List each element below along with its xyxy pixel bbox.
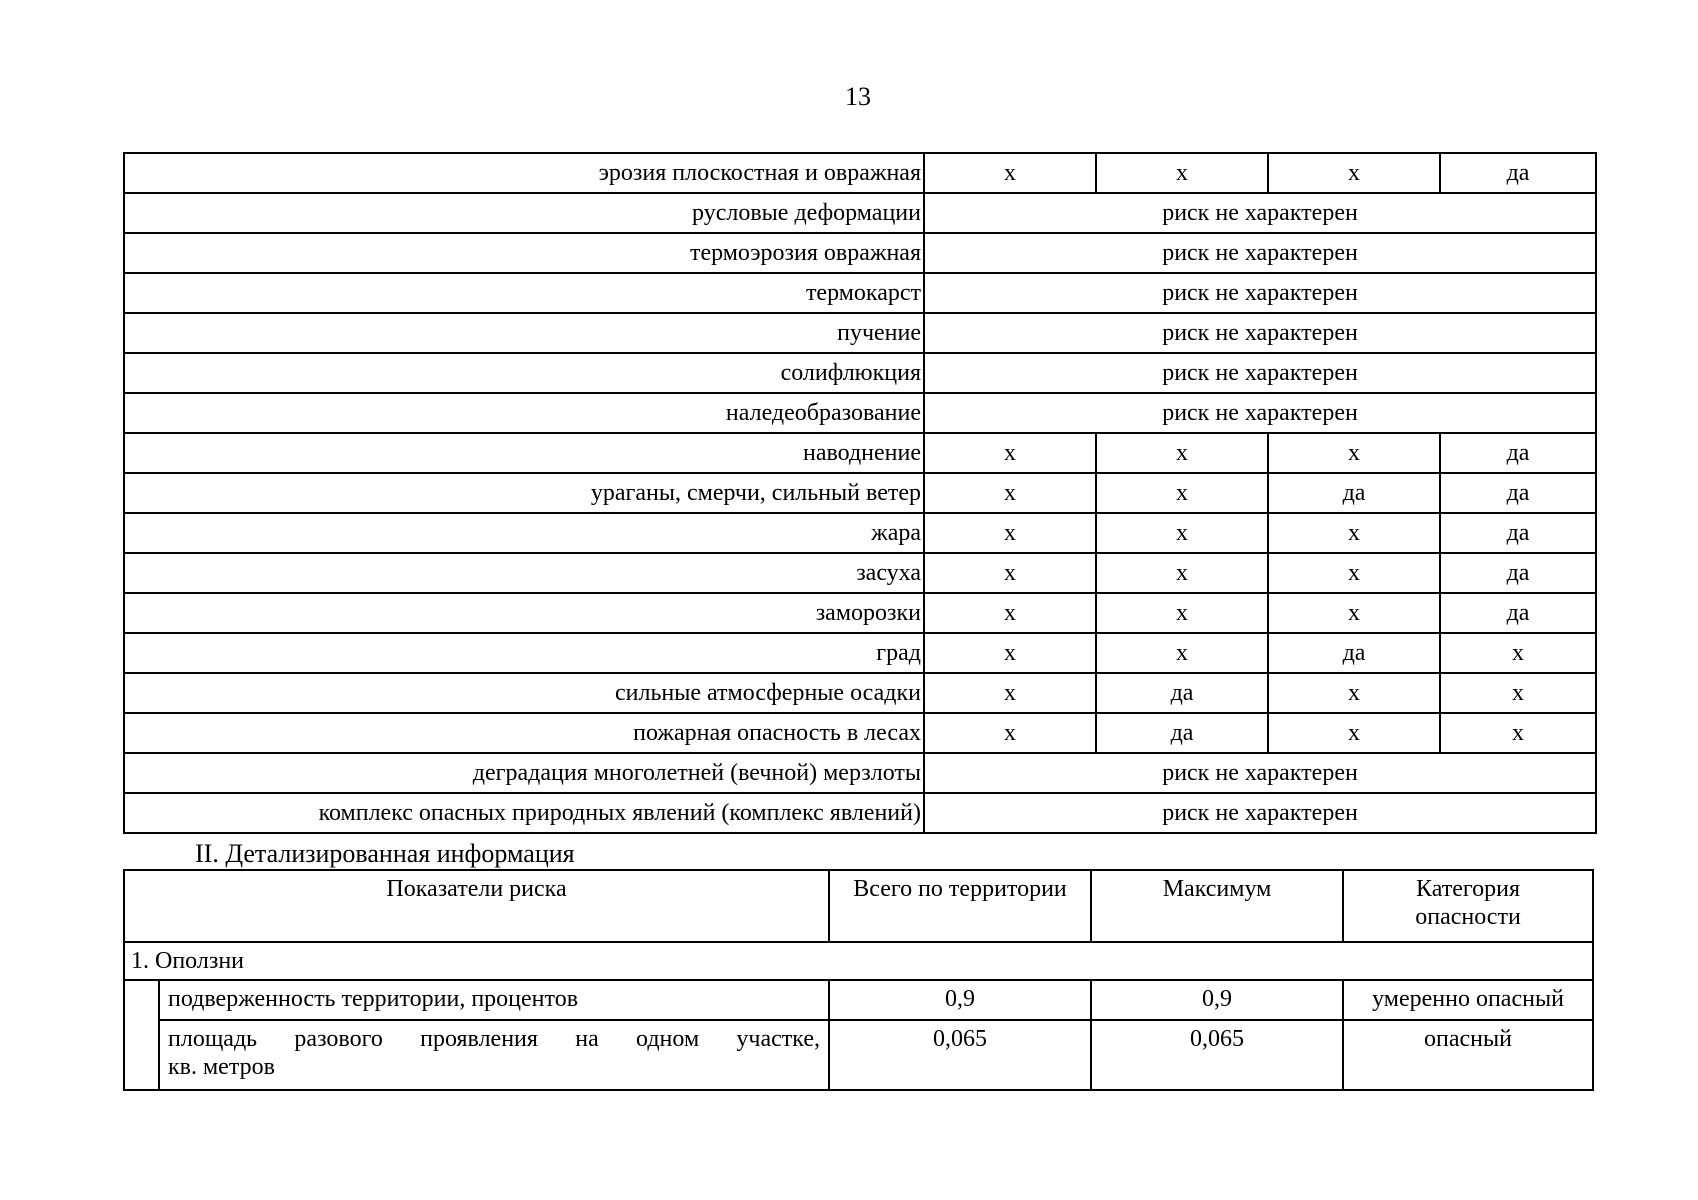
- header-total: Всего по территории: [829, 870, 1091, 942]
- table-row: [124, 433, 1596, 473]
- header-category-line1: Категория: [1416, 876, 1521, 902]
- risk-value-cell: х: [1096, 513, 1268, 553]
- risk-value-cell: х: [924, 513, 1096, 553]
- risk-status-cell: риск не характерен: [924, 793, 1596, 833]
- risk-value-cell: х: [1268, 593, 1440, 633]
- risk-value-cell: х: [1096, 633, 1268, 673]
- risk-value-cell: да: [1096, 713, 1268, 753]
- risk-value-cell: х: [1268, 553, 1440, 593]
- risk-value-cell: да: [1440, 473, 1596, 513]
- risk-name-cell: комплекс опасных природных явлений (комплекс явлений): [124, 793, 924, 833]
- risk-value-cell: да: [1268, 473, 1440, 513]
- risk-name-cell: засуха: [124, 553, 924, 593]
- category-cell: умеренно опасный: [1343, 980, 1593, 1020]
- indicator-line1: площадь разового проявления на одном участке,: [168, 1026, 821, 1052]
- table-row: [124, 553, 1596, 593]
- risk-name-cell: солифлюкция: [124, 353, 924, 393]
- table-row: [124, 233, 1596, 273]
- page-number: 13: [845, 82, 871, 111]
- risk-value-cell: х: [924, 673, 1096, 713]
- indicator-cell: подверженность территории, процентов: [159, 980, 829, 1020]
- table-row: [124, 793, 1596, 833]
- risk-value-cell: да: [1440, 513, 1596, 553]
- table-row: [124, 713, 1596, 753]
- risk-value-cell: х: [1096, 433, 1268, 473]
- risk-value-cell: х: [1268, 513, 1440, 553]
- risk-value-cell: да: [1440, 593, 1596, 633]
- risk-status-cell: риск не характерен: [924, 353, 1596, 393]
- risk-status-cell: риск не характерен: [924, 393, 1596, 433]
- risk-value-cell: да: [1096, 673, 1268, 713]
- risk-status-cell: риск не характерен: [924, 753, 1596, 793]
- table-row: [124, 393, 1596, 433]
- risk-value-cell: х: [1268, 713, 1440, 753]
- risk-value-cell: х: [1096, 593, 1268, 633]
- category-cell: опасный: [1343, 1020, 1593, 1090]
- risk-value-cell: х: [924, 433, 1096, 473]
- risk-value-cell: х: [1268, 153, 1440, 193]
- table-row: [124, 193, 1596, 233]
- risk-name-cell: заморозки: [124, 593, 924, 633]
- risk-name-cell: град: [124, 633, 924, 673]
- table-row: [124, 353, 1596, 393]
- risk-name-cell: эрозия плоскостная и овражная: [124, 153, 924, 193]
- table-row: [124, 1020, 1593, 1090]
- risk-value-cell: х: [1440, 673, 1596, 713]
- risk-value-cell: х: [924, 633, 1096, 673]
- risk-value-cell: х: [1268, 433, 1440, 473]
- indicator-cell: [159, 1020, 829, 1090]
- risk-value-cell: х: [1096, 153, 1268, 193]
- total-cell: 0,9: [829, 980, 1091, 1020]
- risk-value-cell: х: [924, 713, 1096, 753]
- header-category-line2: опасности: [1415, 904, 1521, 930]
- header-maximum: Максимум: [1091, 870, 1343, 942]
- risk-name-cell: ураганы, смерчи, сильный ветер: [124, 473, 924, 513]
- risk-value-cell: х: [1440, 633, 1596, 673]
- header-category: [1343, 870, 1593, 942]
- group-title: 1. Оползни: [124, 942, 1593, 980]
- risk-name-cell: жара: [124, 513, 924, 553]
- risk-name-cell: термокарст: [124, 273, 924, 313]
- table-row: [124, 513, 1596, 553]
- risk-assessment-table: [123, 152, 1597, 834]
- risk-value-cell: х: [1268, 673, 1440, 713]
- table-row: [124, 593, 1596, 633]
- risk-name-cell: наледеобразование: [124, 393, 924, 433]
- detailed-info-table: [123, 869, 1594, 1091]
- table-header-row: [124, 870, 1593, 942]
- risk-value-cell: х: [1096, 553, 1268, 593]
- table-row: [124, 473, 1596, 513]
- section-heading: II. Детализированная информация: [195, 839, 575, 868]
- risk-name-cell: русловые деформации: [124, 193, 924, 233]
- maximum-cell: 0,9: [1091, 980, 1343, 1020]
- risk-value-cell: да: [1440, 153, 1596, 193]
- risk-name-cell: термоэрозия овражная: [124, 233, 924, 273]
- risk-status-cell: риск не характерен: [924, 233, 1596, 273]
- risk-value-cell: х: [1096, 473, 1268, 513]
- risk-value-cell: да: [1440, 553, 1596, 593]
- risk-name-cell: наводнение: [124, 433, 924, 473]
- maximum-cell: 0,065: [1091, 1020, 1343, 1090]
- group-row: [124, 942, 1593, 980]
- risk-name-cell: пучение: [124, 313, 924, 353]
- risk-value-cell: х: [924, 593, 1096, 633]
- risk-status-cell: риск не характерен: [924, 313, 1596, 353]
- indicator-line2: кв. метров: [168, 1054, 275, 1080]
- total-cell: 0,065: [829, 1020, 1091, 1090]
- table-row: [124, 673, 1596, 713]
- risk-name-cell: пожарная опасность в лесах: [124, 713, 924, 753]
- table-row: [124, 980, 1593, 1020]
- risk-status-cell: риск не характерен: [924, 273, 1596, 313]
- risk-value-cell: х: [1440, 713, 1596, 753]
- risk-name-cell: сильные атмосферные осадки: [124, 673, 924, 713]
- risk-value-cell: да: [1268, 633, 1440, 673]
- risk-status-cell: риск не характерен: [924, 193, 1596, 233]
- risk-value-cell: да: [1440, 433, 1596, 473]
- risk-value-cell: х: [924, 553, 1096, 593]
- table-row: [124, 753, 1596, 793]
- table-row: [124, 313, 1596, 353]
- risk-name-cell: деградация многолетней (вечной) мерзлоты: [124, 753, 924, 793]
- risk-value-cell: х: [924, 153, 1096, 193]
- indent-cell: [124, 980, 159, 1090]
- table-row: [124, 153, 1596, 193]
- risk-value-cell: х: [924, 473, 1096, 513]
- table-row: [124, 273, 1596, 313]
- table-row: [124, 633, 1596, 673]
- header-indicators: Показатели риска: [124, 870, 829, 942]
